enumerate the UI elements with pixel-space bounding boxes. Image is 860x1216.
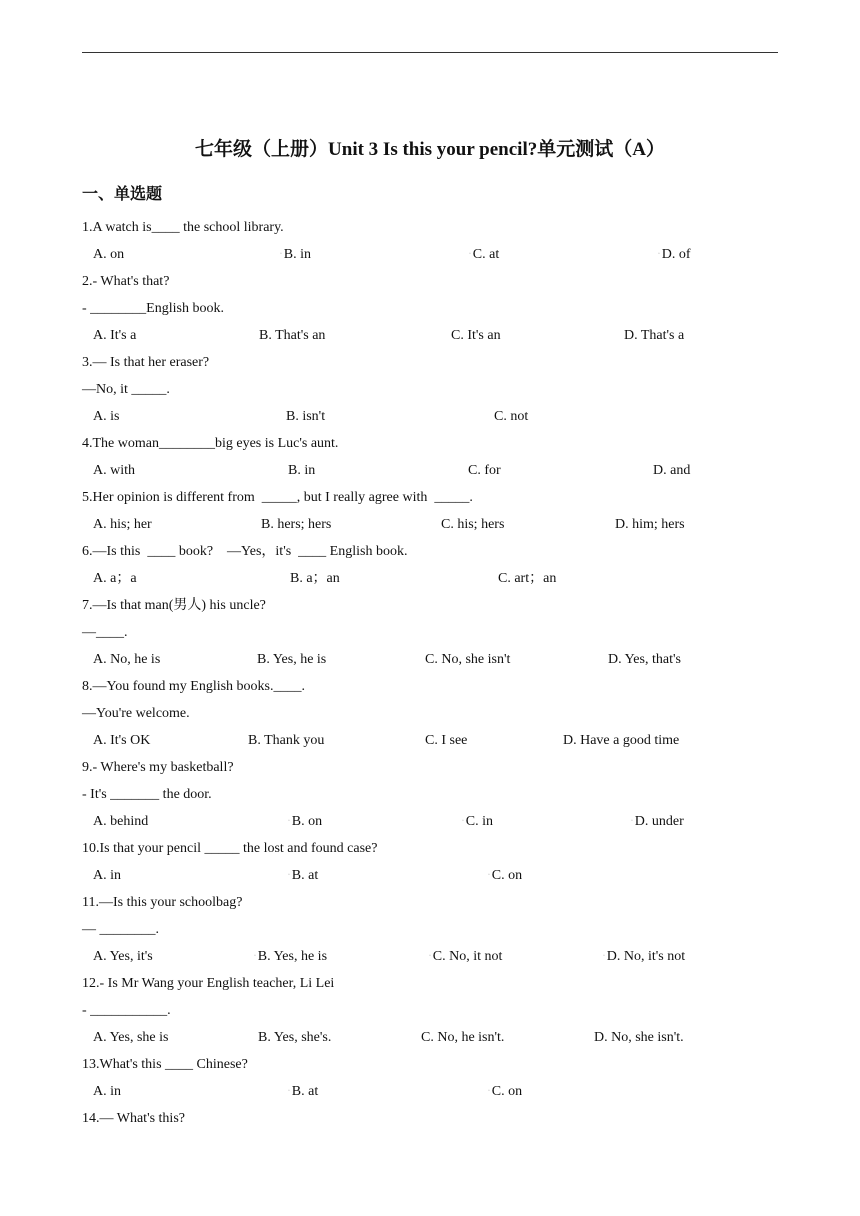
option-7c: C. No, she isn't xyxy=(425,652,511,667)
question-10: 10.Is that your pencil _____ the lost and found case? xyxy=(82,841,378,856)
question-12-line-2: - ___________. xyxy=(82,1003,171,1018)
option-5d: D. him; hers xyxy=(615,517,685,532)
question-2: 2.- What's that? xyxy=(82,274,170,289)
question-7-line-2: —____. xyxy=(82,625,128,640)
option-4a: A. with xyxy=(93,463,135,478)
option-13c: ▫ C. on xyxy=(488,1084,523,1100)
option-12c: C. No, he isn't. xyxy=(421,1030,505,1045)
page-title: 七年级（上册）Unit 3 Is this your pencil?单元测试（A） xyxy=(195,139,665,160)
option-10a: A. in xyxy=(93,868,121,883)
option-8d: D. Have a good time xyxy=(563,733,680,748)
question-11: 11.—Is this your schoolbag? xyxy=(82,895,243,910)
option-5b: B. hers; hers xyxy=(261,517,332,532)
option-9c: ▫ C. in xyxy=(462,814,494,830)
option-4b: B. in xyxy=(288,463,316,478)
question-4: 4.The woman________big eyes is Luc's aunt. xyxy=(82,436,339,451)
option-4d: D. and xyxy=(653,463,691,478)
option-3c: C. not xyxy=(494,409,529,424)
option-3b: B. isn't xyxy=(286,409,326,424)
option-13a: A. in xyxy=(93,1084,121,1099)
question-3: 3.— Is that her eraser? xyxy=(82,355,210,370)
option-11a: A. Yes, it's xyxy=(93,949,153,964)
question-7: 7.—Is that man(男人) his uncle? xyxy=(82,598,266,613)
option-5a: A. his; her xyxy=(93,517,152,532)
option-3a: A. is xyxy=(93,409,120,424)
option-7a: A. No, he is xyxy=(93,652,161,667)
question-3-line-2: —No, it _____. xyxy=(82,382,170,397)
option-7d: D. Yes, that's xyxy=(608,652,681,667)
option-11d: ▫ D. No, it's not xyxy=(603,949,686,965)
option-2a: A. It's a xyxy=(93,328,137,343)
option-6b: B. a；an xyxy=(290,571,340,586)
question-6: 6.—Is this ____ book? —Yes，it's ____ English book. xyxy=(82,544,408,559)
question-8-line-2: —You're welcome. xyxy=(82,706,190,721)
question-5: 5.Her opinion is different from _____, but I really agree with _____. xyxy=(82,490,473,505)
header-rule xyxy=(82,52,778,53)
option-8b: B. Thank you xyxy=(248,733,325,748)
option-2b: B. That's an xyxy=(259,328,326,343)
option-6c: C. art；an xyxy=(498,571,557,586)
option-10b: ▫ B. at xyxy=(288,868,319,884)
question-9-line-2: - It's _______ the door. xyxy=(82,787,212,802)
question-11-line-2: — ________. xyxy=(82,922,159,937)
option-4c: C. for xyxy=(468,463,501,478)
question-12: 12.- Is Mr Wang your English teacher, Li Lei xyxy=(82,976,335,991)
question-14: 14.— What's this? xyxy=(82,1111,185,1126)
option-11b: ▫ B. Yes, he is xyxy=(254,949,328,965)
question-13: 13.What's this ____ Chinese? xyxy=(82,1057,248,1072)
option-11c: ▫ C. No, it not xyxy=(429,949,503,965)
option-2c: C. It's an xyxy=(451,328,501,343)
option-7b: B. Yes, he is xyxy=(257,652,327,667)
option-10c: ▫ C. on xyxy=(488,868,523,884)
option-2d: D. That's a xyxy=(624,328,685,343)
option-1c: ▫ C. at xyxy=(469,247,500,263)
option-1b: ▫ B. in xyxy=(280,247,312,263)
option-8a: A. It's OK xyxy=(93,733,151,748)
option-9d: ▫ D. under xyxy=(631,814,684,830)
option-1d: ▫ D. of xyxy=(658,247,691,263)
option-9a: A. behind xyxy=(93,814,149,829)
question-2-line-2: - ________English book. xyxy=(82,301,224,316)
question-8: 8.—You found my English books.____. xyxy=(82,679,305,694)
option-9b: ▫ B. on xyxy=(288,814,323,830)
section-heading: 一、单选题 xyxy=(82,186,163,203)
question-9: 9.- Where's my basketball? xyxy=(82,760,234,775)
option-6a: A. a；a xyxy=(93,571,137,586)
option-13b: ▫ B. at xyxy=(288,1084,319,1100)
question-1: 1.A watch is____ the school library. xyxy=(82,220,284,235)
option-8c: C. I see xyxy=(425,733,468,748)
option-12d: D. No, she isn't. xyxy=(594,1030,684,1045)
option-12a: A. Yes, she is xyxy=(93,1030,169,1045)
option-12b: B. Yes, she's. xyxy=(258,1030,332,1045)
option-5c: C. his; hers xyxy=(441,517,505,532)
option-1a: A. on xyxy=(93,247,125,262)
